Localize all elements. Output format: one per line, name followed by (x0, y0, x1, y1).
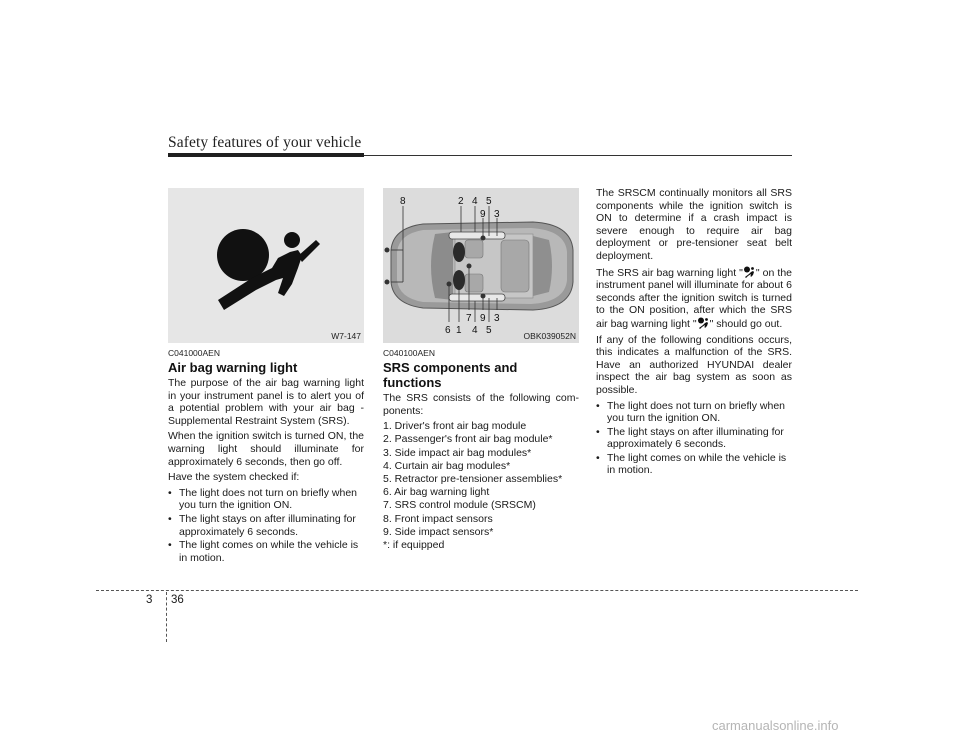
callout-label: 5 (486, 325, 492, 336)
section-code: C041000AEN (168, 348, 220, 358)
column-2-text (383, 348, 579, 552)
callout-label: 4 (472, 196, 478, 207)
paragraph: If any of the following conditions occurs, this indicates a malfunction of the SRS. Have an authorized HYUNDAI dealer inspect the air bag system as soon as possible. (596, 333, 792, 396)
column-3-text (596, 187, 792, 478)
paragraph: The SRSCM continually monitors all SRS components while the ignition switch is ON to determine if a crash impact is severe enough to require air bag deployment or pre-tensioner seat belt deployment. (596, 187, 792, 262)
bullet-list (168, 487, 364, 565)
airbag-warning-icon (743, 266, 756, 278)
airbag-warning-figure (168, 188, 364, 343)
airbag-warning-icon (697, 317, 710, 329)
list-item: • The light does not turn on briefly when you turn the ignition ON. (596, 399, 786, 425)
list-item: 9. Side impact sensors* (383, 525, 494, 538)
section-heading: SRS components and functions (383, 360, 518, 390)
list-item: 8. Front impact sensors (383, 512, 493, 525)
callout-label: 9 (480, 209, 486, 220)
callout-label: 1 (456, 325, 462, 336)
callout-label: 8 (400, 196, 406, 207)
component-list (383, 420, 579, 552)
page-header-title: Safety features of your vehicle (168, 134, 362, 151)
list-item: *: if equipped (383, 539, 445, 552)
header-rule-thin (364, 155, 792, 156)
watermark: carmanualsonline.info (712, 718, 839, 733)
figure-code: OBK039052N (523, 331, 576, 341)
footer-rule (96, 590, 858, 591)
paragraph: The SRS consists of the following com-ponents: (383, 392, 579, 417)
list-item: • The light does not turn on briefly when you turn the ignition ON. (168, 486, 358, 512)
srs-components-figure (383, 188, 579, 343)
list-item: • The light stays on after illuminating for approximately 6 seconds. (168, 512, 356, 538)
callout-label: 3 (494, 313, 500, 324)
column-1-text (168, 348, 364, 565)
list-item: • The light comes on while the vehicle is in motion. (596, 451, 787, 477)
paragraph: The purpose of the air bag warning light in your instrument panel is to alert you of a potential problem with your air bag - Supplemental Restraint System (SRS). (168, 377, 364, 427)
callout-label: 4 (472, 325, 478, 336)
callout-label: 7 (466, 313, 472, 324)
paragraph: Have the system checked if: (168, 471, 300, 484)
list-item: 5. Retractor pre-tensioner assemblies* (383, 473, 563, 485)
section-heading: Air bag warning light (168, 360, 298, 375)
list-item: 6. Air bag warning light (383, 486, 490, 499)
list-item: 3. Side impact air bag modules* (383, 446, 532, 459)
paragraph: When the ignition switch is turned ON, the warning light should illuminate for approximately 6 seconds, then go off. (168, 430, 364, 468)
bullet-list (596, 400, 792, 478)
list-item: 7. SRS control module (SRSCM) (383, 499, 536, 512)
callout-label: 6 (445, 325, 451, 336)
list-item: 4. Curtain air bag modules* (383, 459, 511, 472)
list-item: 2. Passenger's front air bag module* (383, 433, 553, 446)
footer-divider (166, 592, 167, 642)
callout-label: 3 (494, 209, 500, 220)
callout-label: 2 (458, 196, 464, 207)
car-airbag-layout-diagram (383, 188, 579, 343)
list-item: • The light stays on after illuminating for approximately 6 seconds. (596, 425, 784, 451)
airbag-warning-light-icon (168, 188, 364, 343)
list-item: • The light comes on while the vehicle is in motion. (168, 539, 359, 564)
paragraph: The SRS air bag warning light " " on the instrument panel will illuminate for about 6 seconds after the ignition switch is turned to the ON position, after which the SRS air bag warning light " " should go out. (596, 266, 792, 330)
list-item: 1. Driver's front air bag module (383, 420, 527, 433)
figure-code: W7-147 (331, 331, 361, 341)
chapter-number: 3 (146, 594, 153, 606)
section-code: C040100AEN (383, 348, 435, 358)
page-number: 36 (171, 594, 184, 606)
header-rule-thick (168, 153, 364, 157)
callout-label: 9 (480, 313, 486, 324)
callout-label: 5 (486, 196, 492, 207)
